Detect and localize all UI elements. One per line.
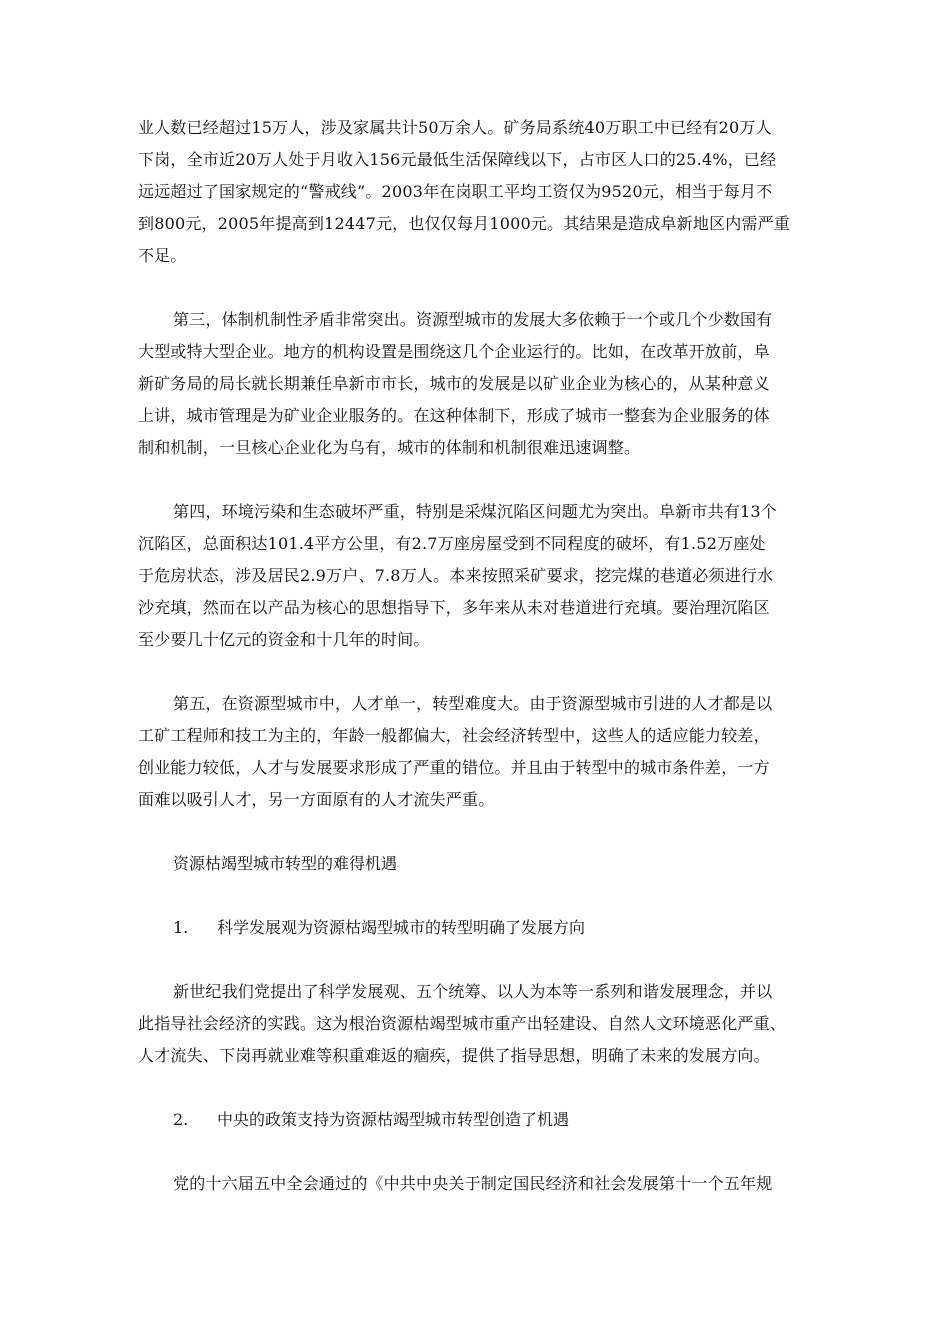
text-line: 沙充填，然而在以产品为核心的思想指导下，多年来从未对巷道进行充填。要治理沉陷区	[138, 598, 770, 617]
text-line: 此指导社会经济的实践。这为根治资源枯竭型城市重产出轻建设、自然人文环境恶化严重、	[138, 1014, 787, 1033]
text-line: 下岗，全市近20万人处于月收入156元最低生活保障线以下，占市区人口的25.4%，已经	[138, 150, 777, 169]
numbered-heading-1	[173, 912, 585, 944]
text-line: 人才流失、下岗再就业难等积重难返的痼疾，提供了指导思想，明确了未来的发展方向。	[138, 1046, 770, 1065]
text-line: 业人数已经超过15万人，涉及家属共计50万余人。矿务局系统40万职工中已经有20万人	[138, 118, 772, 137]
text-line: 第四，环境污染和生态破坏严重，特别是采煤沉陷区问题尤为突出。阜新市共有13个	[173, 502, 777, 521]
text-line: 第五，在资源型城市中，人才单一，转型难度大。由于资源型城市引进的人才都是以	[173, 694, 773, 713]
text-line: 制和机制，一旦核心企业化为乌有，城市的体制和机制很难迅速调整。	[138, 438, 641, 457]
text-line: 到800元，2005年提高到12447元，也仅仅每月1000元。其结果是造成阜新地区内需严重	[138, 214, 791, 233]
paragraph-third-point	[138, 304, 818, 464]
paragraph-item2-body	[138, 1168, 818, 1200]
item-title: 中央的政策支持为资源枯竭型城市转型创造了机遇	[217, 1110, 570, 1129]
paragraph-fifth-point	[138, 688, 818, 816]
item-number: 2.	[173, 1110, 189, 1129]
numbered-heading-2	[173, 1104, 569, 1136]
text-line: 面难以吸引人才，另一方面原有的人才流失严重。	[138, 790, 495, 809]
text-line: 不足。	[138, 246, 187, 265]
text-line: 工矿工程师和技工为主的，年龄一般都偏大，社会经济转型中，这些人的适应能力较差，	[138, 726, 770, 745]
text-line: 远远超过了国家规定的“警戒线”。2003年在岗职工平均工资仅为9520元，相当于每月不	[138, 182, 773, 201]
text-line: 沉陷区，总面积达101.4平方公里，有2.7万座房屋受到不同程度的破坏，有1.52万座处	[138, 534, 766, 553]
item-number: 1.	[173, 918, 189, 937]
text-line: 至少要几十亿元的资金和十几年的时间。	[138, 630, 430, 649]
section-heading: 资源枯竭型城市转型的难得机遇	[173, 854, 398, 873]
text-line: 创业能力较低，人才与发展要求形成了严重的错位。并且由于转型中的城市条件差，一方	[138, 758, 770, 777]
paragraph-workers-income	[138, 112, 818, 272]
item-title: 科学发展观为资源枯竭型城市的转型明确了发展方向	[217, 918, 586, 937]
text-line: 上讲，城市管理是为矿业企业服务的。在这种体制下，形成了城市一整套为企业服务的体	[138, 406, 770, 425]
text-line: 第三，体制机制性矛盾非常突出。资源型城市的发展大多依赖于一个或几个少数国有	[173, 310, 773, 329]
text-line: 新世纪我们党提出了科学发展观、五个统筹、以人为本等一系列和谐发展理念，并以	[173, 982, 773, 1001]
paragraph-item1-body	[138, 976, 818, 1072]
text-line: 大型或特大型企业。地方的机构设置是围绕这几个企业运行的。比如，在改革开放前，阜	[138, 342, 770, 361]
text-line: 新矿务局的局长就长期兼任阜新市市长，城市的发展是以矿业企业为核心的，从某种意义	[138, 374, 770, 393]
text-line: 于危房状态，涉及居民2.9万户、7.8万人。本来按照采矿要求，挖完煤的巷道必须进行水	[138, 566, 774, 585]
text-line: 党的十六届五中全会通过的《中共中央关于制定国民经济和社会发展第十一个五年规	[173, 1174, 773, 1193]
paragraph-fourth-point	[138, 496, 818, 656]
